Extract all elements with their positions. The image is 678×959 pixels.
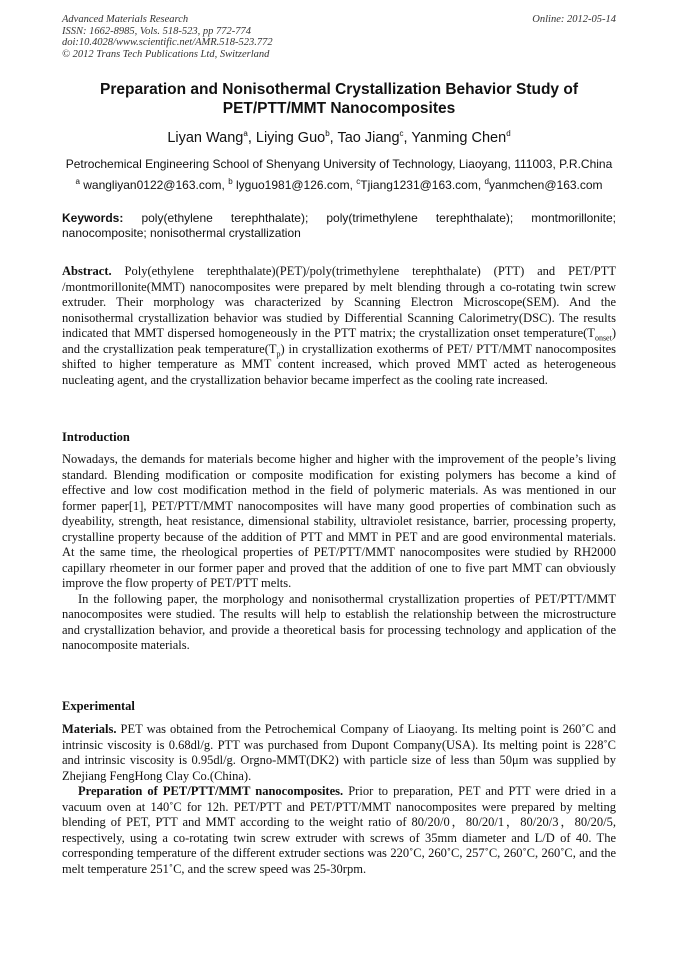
author-sup: a xyxy=(243,129,248,139)
abstract-text: ) and the crystallization peak temperature(T xyxy=(62,326,616,356)
email-list: $^a$ wangliyan0122@163.com, $^b$ lyguo1981@126.com, $^c$Tjiang1231@163.com, $^d$yanmchen@163.com xyxy=(75,177,603,192)
experimental-heading: Experimental xyxy=(62,699,135,713)
copyright-line: © 2012 Trans Tech Publications Ltd, Switzerland xyxy=(62,48,270,60)
abstract-subscript: p xyxy=(276,349,281,358)
author-name: Tao Jiang xyxy=(337,130,400,146)
materials-label: Materials. xyxy=(62,722,117,736)
keywords-label: Keywords: xyxy=(62,211,124,225)
author-name: Liyan Wang xyxy=(167,130,244,146)
author-sup: b xyxy=(325,129,330,139)
affiliation: Petrochemical Engineering School of Shenyang University of Technology, Liaoyang, 111003, P.R.China xyxy=(65,157,613,171)
issn-line: ISSN: 1662-8985, Vols. 518-523, pp 772-774 xyxy=(62,25,251,37)
abstract-subscript: onset xyxy=(594,333,612,343)
email-address: Tjiang1231@163.com xyxy=(360,178,478,192)
intro-paragraph-1: Nowadays, the demands for materials become higher and higher with the improvement of the people’s living standard. Blending modification or composite modification for existing polymers has become a kind of effective and low cost modification method in the field of polymeric materials. As was mentioned in our former paper[1], PET/PTT/MMT nanocomposites will have many good properties of combination such as dyeability, strength, heat resistance, dimensional stability, ultraviolet resistance, barrier, processing property, crystalline property because of the addition of PTT and MMT in PET and are good environmental materials. At the same time, the rheological properties of PET/PTT/MMT nanocomposites were studied by RH2000 capillary rheometer in our former paper and proved that the addition of one to five part MMT can obviously improve the flow property of PET/PTT melts. xyxy=(62,452,616,590)
intro-body xyxy=(62,452,616,654)
email-address: lyguo1981@126.com xyxy=(235,178,350,192)
paper-title: Preparation and Nonisothermal Crystallization Behavior Study of PET/PTT/MMT Nanocomposites xyxy=(99,81,578,117)
author-sup: d xyxy=(506,129,511,139)
intro-paragraph-2: In the following paper, the morphology and nonisothermal crystallization properties of PET/PTT/MMT nanocomposites were studied. The results will help to establish the relationship between the microstructure and crystallization behavior, and provide a theoretical basis for processing technology and application of the nanocomposite materials. xyxy=(62,591,616,652)
author-list: Liyan Wang$^a$, Liying Guo$^b$, Tao Jiang$^c$, Yanming Chen$^d$ xyxy=(167,129,511,146)
email-address: yanmchen@163.com xyxy=(488,178,603,192)
preparation-text: Prior to preparation, PET and PTT were dried in a vacuum oven at 140˚C for 12h. PET/PTT and PET/PTT/MMT nanocomposites were prepared by melting blending of PET, PTT and MMT according to the weight ratio of 80/20/0，80/20/1，80/20/3，80/20/5, respectively, using a co-rotating twin screw extruder with screws of 35mm diameter and L/D of 40. The corresponding temperature of the different extruder sections was 220˚C, 260˚C, 257˚C, 260˚C, 260˚C, and the melt temperature 251˚C, and the screw speed was 25-30rpm. xyxy=(62,784,617,876)
abstract-label: Abstract. xyxy=(62,264,112,278)
materials-text: PET was obtained from the Petrochemical Company of Liaoyang. Its melting point is 260˚C and intrinsic viscosity is 0.68dl/g. PTT was purchased from Dupont Company(USA). Its melting point is 228˚C and intrinsic viscosity is 0.95dl/g. Orgno-MMT(DK2) with particle size of less than 50μm was supplied by Zhejiang FengHong Clay Co.(China). xyxy=(62,722,617,783)
online-date: Online: 2012-05-14 xyxy=(532,14,616,25)
author-name: Yanming Chen xyxy=(411,130,507,146)
author-sup: c xyxy=(399,129,404,139)
materials-paragraph xyxy=(62,722,616,784)
email-sup: c xyxy=(356,177,361,186)
email-sup: b xyxy=(228,177,233,186)
keywords xyxy=(62,211,616,241)
abstract-text: ) in crystallization exotherms of PET/ PTT/MMT nanocomposites shifted to higher temperature as MMT content increased, which proved MMT acted as heterogeneous nucleating agent, and the crystallization behavior became imperfect as the cooling rate increased. xyxy=(62,341,616,387)
doi-line: doi:10.4028/www.scientific.net/AMR.518-523.772 xyxy=(62,37,273,48)
journal-name: Advanced Materials Research xyxy=(62,14,189,25)
email-sup: d xyxy=(484,177,489,186)
journal-header xyxy=(62,14,616,60)
abstract xyxy=(62,264,616,388)
experimental-body xyxy=(62,722,616,877)
email-address: wangliyan0122@163.com xyxy=(83,178,222,192)
email-sup: a xyxy=(75,177,80,186)
abstract-text: Poly(ethylene terephthalate)(PET)/poly(trimethylene terephthalate) (PTT) and PET/PTT /montmorillonite(MMT) nanocomposites were prepared by melt blending through a co-rotating twin screw extruder. Their morphology was characterized by Scanning Electron Microscope(SEM). And the nonisothermal crystallization behavior was studied by Differential Scanning Calorimetry(DSC). The results indicated that MMT dispersed homogeneously in the PTT matrix; the crystallization onset temperature(T xyxy=(62,264,616,340)
preparation-paragraph xyxy=(62,784,616,877)
intro-heading: Introduction xyxy=(62,430,130,444)
author-name: Liying Guo xyxy=(255,130,326,146)
keywords-text: poly(ethylene terephthalate); poly(trimethylene terephthalate); montmorillonite; nanocomposite; nonisothermal crystallization xyxy=(62,211,616,240)
preparation-label: Preparation of PET/PTT/MMT nanocomposites. xyxy=(78,784,344,798)
